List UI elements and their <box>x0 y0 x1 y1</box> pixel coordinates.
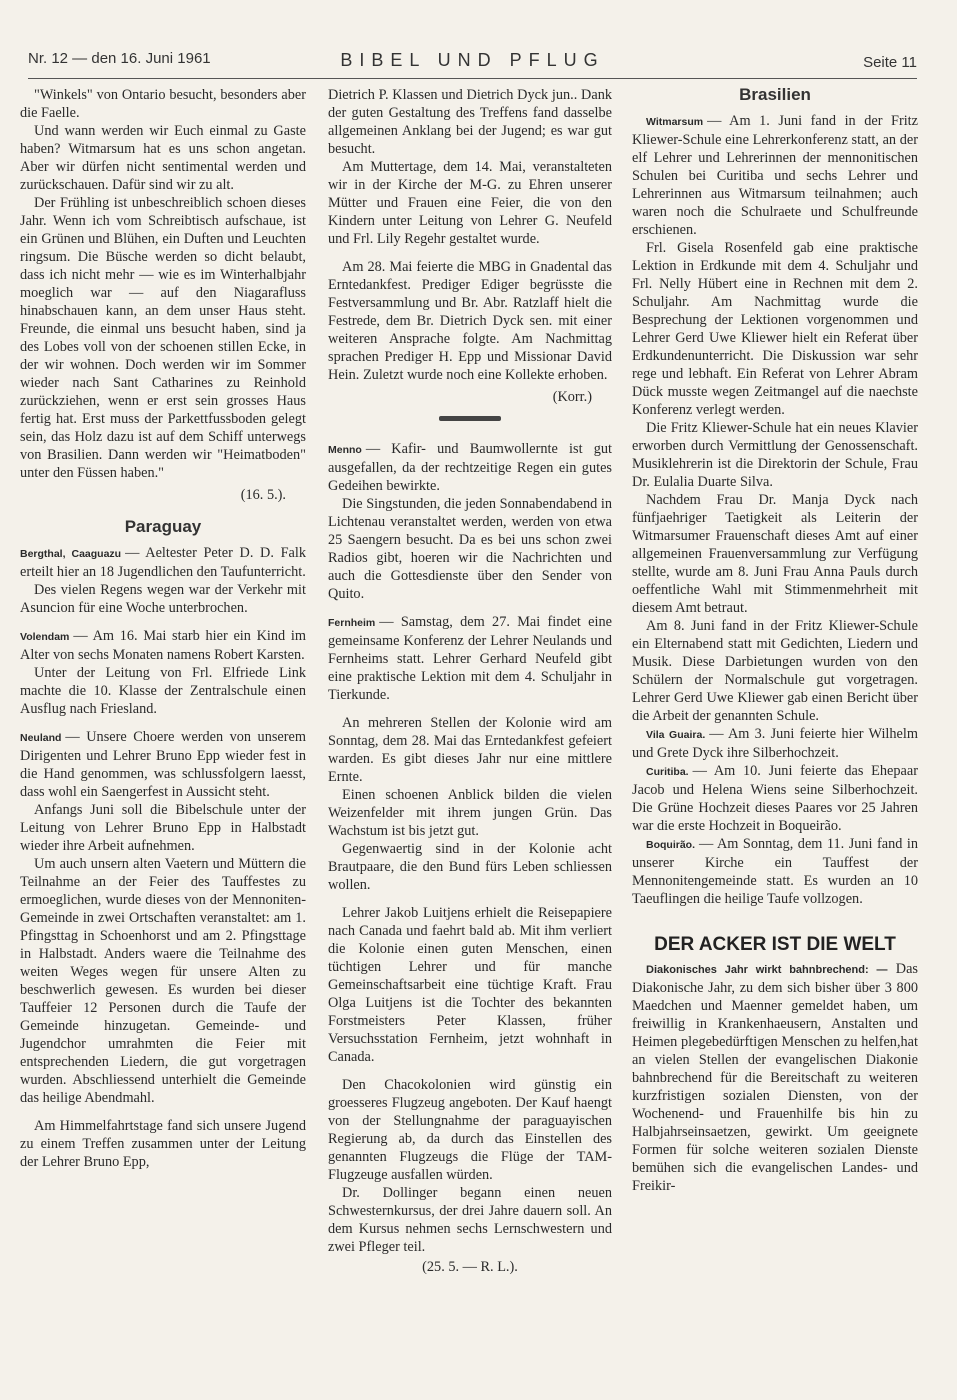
header-rule <box>28 78 917 79</box>
page-number: Seite 11 <box>863 54 917 71</box>
column-3 <box>632 86 918 1195</box>
article-paragraph: Die Fritz Kliewer-Schule hat ein neues Klavier erworben durch Vermittlung der Genossenschaft. Musiklehrerin ist die Direktorin der Schule, Frau Dr. Eulalia Duarte Silva. <box>632 420 918 490</box>
section-heading-acker: DER ACKER IST DIE WELT <box>654 934 896 955</box>
news-text: — Aeltester Peter D. D. Falk erteilt hier an 18 Jugendlichen den Taufunterricht. <box>20 545 306 580</box>
article-paragraph: Anfangs Juni soll die Bibelschule unter der Leitung von Lehrer Bruno Epp in Halbstadt wieder ihre Arbeit aufnehmen. <box>20 802 306 854</box>
place-label: Witmarsum <box>646 116 704 128</box>
article-paragraph: An mehreren Stellen der Kolonie wird am Sonntag, dem 28. Mai das Erntedankfest gefeiert warden. Es gibt dieses Jahr nur eine mittlere Ernte. <box>328 715 612 785</box>
article-paragraph: Unter der Leitung von Frl. Elfriede Link machte die 10. Klasse der Zentralschule einen Ausflug nach Friesland. <box>20 665 306 717</box>
article-paragraph: Dr. Dollinger begann einen neuen Schwesternkursus, der drei Jahre dauern soll. An dem Kursus nehmen sechs Lernschwestern und zwei Pfleger teil. <box>328 1185 612 1255</box>
news-item <box>632 112 918 239</box>
section-heading-brasilien: Brasilien <box>739 85 811 104</box>
news-item <box>328 440 612 495</box>
place-label: Menno <box>328 444 362 456</box>
article-paragraph: Am 28. Mai feierte die MBG in Gnadental das Erntedankfest. Prediger Ediger begrüsste die Festversammlung und Br. Abr. Ratzlaff hielt die Festrede, dem Br. Dietrich Dyck sen. mit einer weiteren Ansprache folgte. Am Nachmittag sprachen Prediger H. Epp und Missionar David Hein. Zuletzt wurde noch eine Kollekte erhoben. <box>328 259 612 383</box>
article-paragraph: Den Chacokolonien wird günstig ein groesseres Flugzeug angeboten. Der Kauf haengt von der Stellungnahme der paraguayischen Regierung ab, da durch das Einstellen des genannten Flugzeugs die Flüge der TAM-Flugzeuge ausfallen würden. <box>328 1077 612 1183</box>
article-signature: (Korr.) <box>552 389 592 405</box>
news-item <box>632 725 918 762</box>
news-item <box>20 627 306 664</box>
news-text: — Kafir- und Baumwollernte ist gut ausgefallen, da der rechtzeitige Regen ein gutes Gedeihen bewirkte. <box>328 441 612 494</box>
article-paragraph: Und wann werden wir Euch einmal zu Gaste haben? Witmarsum hat es uns schon angetan. Aber wir dürfen nicht sentimental werden und zurückschauen. Dafür sind wir zu alt. <box>20 123 306 193</box>
article-paragraph: Am Himmelfahrtstage fand sich unsere Jugend zu einem Treffen zusammen unter der Leitung der Lehrer Bruno Epp, <box>20 1118 306 1170</box>
news-item <box>632 960 918 1195</box>
column-1 <box>20 86 306 1171</box>
news-text: — Am 1. Juni fand in der Fritz Kliewer-Schule eine Lehrerkonferenz statt, an der elf Lehrer und Lehrerinnen der mennonitischen Schulen bei Curitiba und sechs Lehrer und Lehrerinnen aus Witmarsum teilnahmen; auch waren noch die Schulraete und Schulfreunde erschienen. <box>632 113 918 238</box>
article-paragraph: Am Muttertage, dem 14. Mai, veranstalteten wir in der Kirche der M-G. zu Ehren unserer Mütter und Frauen eine Feier, die von den Kindern unter Leitung von Lehrer G. Neufeld und Frl. Lily Regehr gestaltet wurde. <box>328 159 612 247</box>
article-paragraph: Um auch unsern alten Vaetern und Müttern die Teilnahme an der Feier des Tauffestes zu ermoeglichen, wurde dieses von der Mennoniten-Gemeinde in zwei Ortschaften veranstaltet: am 1. Pfingsttag in Schoenhorst und am 2. Pfingsttage in Halbstadt. Anders waere die Teilnahme des weiten Weges wegen für unsere Alten zu beschwerlich gewesen. Es wurden bei dieser Tauffeier 12 Personen durch die Taufe der Gemeinde hinzugetan. Gemeinde- und Jugendchor umrahmten die Feier mit entsprechenden Liedern, die gut vorgetragen wurden. Abschliessend unterhielt die Gemeinde das heilige Abendmahl. <box>20 856 306 1106</box>
place-label: Vila Guaira. <box>646 729 706 741</box>
place-label: Neuland <box>20 732 62 744</box>
news-text: — Am 3. Juni feierte hier Wilhelm und Grete Dyck ihre Silberhochzeit. <box>632 726 918 761</box>
article-signature: (16. 5.). <box>240 487 286 503</box>
article-paragraph: Einen schoenen Anblick bilden die vielen Weizenfelder mit ihrem jungen Grün. Das Wachstum ist bis jetzt gut. <box>328 787 612 839</box>
news-item <box>632 762 918 835</box>
lead-title: Diakonisches Jahr wirkt bahnbrechend: — <box>646 964 888 976</box>
news-text: Das Diakonische Jahr, zu dem sich bisher über 3 800 Maedchen und Maenner gemeldet haben, um freiwillig in Krankenhaeusern, Anstalten und Heimen plegebedürftigen Menschen zu helfen,hat an vielen Stellen der evangelischen Diakonie bahnbrechend für die Bereitschaft zu weiteren kurzfristigen sozialen Diensten, von der Wochenend- und Frauenhilfe bis hin zu Halbjahrseinsaetzen, gewirkt. Um geeignete Formen für solche weiteren sozialen Dienste bemühen sich die evangelischen Landes- und Freikir- <box>632 961 918 1194</box>
masthead-title: BIBEL UND PFLUG <box>340 50 605 70</box>
news-text: — Am 16. Mai starb hier ein Kind im Alter von sechs Monaten namens Robert Karsten. <box>20 628 306 663</box>
article-paragraph: Die Singstunden, die jeden Sonnabendabend in Lichtenau veranstaltet werden, werden von etwa 25 Saengern besucht. Da es bei uns schon zwei Radios gibt, hoeren wir die Nachrichten und auch die Gottesdienste über den Sender von Quito. <box>328 496 613 602</box>
place-label: Bergthal, Caaguazu <box>20 548 122 560</box>
news-item <box>20 544 306 581</box>
article-paragraph: Lehrer Jakob Luitjens erhielt die Reisepapiere nach Canada und faehrt bald ab. Mit ihm verliert die Kolonie einen guten Menschen, einen tüchtigen Lehrer und für manche Gemeinschaftsarbeit eine tüchtige Kraft. Frau Olga Luitjens ist die Tochter des bekannten Forstmeisters Peter Klassen, früher Versuchsstation Fernheim, jetzt wohnhaft in Canada. <box>328 905 612 1065</box>
news-item <box>328 613 612 704</box>
article-paragraph: Dietrich P. Klassen und Dietrich Dyck jun.. Dank der guten Gestaltung des Treffens fand dasselbe allgemeinen Anklang bei der Jugend; es war gut besucht. <box>328 87 612 157</box>
place-label: Curitiba. <box>646 766 689 778</box>
article-paragraph: Des vielen Regens wegen war der Verkehr mit Asuncion für eine Woche unterbrochen. <box>20 582 306 616</box>
news-text: — Samstag, dem 27. Mai findet eine gemeinsame Konferenz der Lehrer Neulands und Fernheims statt. Lehrer Gerhard Neufeld gibt eine praktische Lektion mit dem 4. Schuljahr in Tierkunde. <box>328 614 612 703</box>
place-label: Volendam <box>20 631 70 643</box>
news-item <box>20 728 306 801</box>
article-paragraph: Der Frühling ist unbeschreiblich schoen dieses Jahr. Wenn ich vom Schreibtisch aufschaue, ist ein Grünen und Blühen, ein Duften und Leuchten ringsum. Die Büsche werden so dicht belaubt, dass ich nicht mehr — wie es im Winterhalbjahr moeglich war — auf den Niagarafluss hinabschauen kann, an dem unser Haus steht. Freunde, die einmal uns besucht haben, sind ja des Lobes voll von der schoenen stillen Ecke, in der wir wohnen. Doch werden wir im Sommer wieder nach Sant Catharines zu Reinhold zurückziehen, wenn er erst sein grosses Haus fertig hat. Erst muss der Parkettfussboden gelegt sein, das Holz dazu ist auf dem Schiff unterwegs von Brasilien. Dann werden wir "Heimatboden" unter den Füssen haben." <box>20 195 306 481</box>
article-paragraph: Frl. Gisela Rosenfeld gab eine praktische Lektion in Erdkunde mit dem 4. Schuljahr und Frl. Nelly Hübert eine in Rechnen mit dem 2. Schuljahr. Am Nachmittag wurde die Besprechung der Lektionen vorgenommen und Lehrer Gerd Uwe Kliewer hielt ein Referat über Erdkundenunterricht. Die Diskussion war sehr rege und lebhaft. Ein Referat von Lehrer Abram Dück musste wegen Zeitmangel auf die naechste Konferenz verlegt werden. <box>632 240 918 418</box>
issue-date: Nr. 12 — den 16. Juni 1961 <box>28 50 211 67</box>
news-text: — Am 10. Juni feierte das Ehepaar Jacob und Helena Wiens seine Silberhochzeit. Die Grüne Hochzeit dieses Paares vor 25 Jahren war die erste Hochzeit in Boqueirão. <box>632 763 918 834</box>
news-text: — Unsere Choere werden von unserem Dirigenten und Lehrer Bruno Epp wieder fest in die Hand genommen, was schlussfolgern laesst, dass wohl ein Saengerfest in Aussicht steht. <box>20 729 306 800</box>
news-text: — Am Sonntag, dem 11. Juni fand in unserer Kirche ein Tauffest der Mennonitengemeinde statt. Es wurden an 10 Taeuflingen die heilige Taufe vollzogen. <box>632 836 918 907</box>
section-heading-paraguay: Paraguay <box>124 517 202 536</box>
article-paragraph: Am 8. Juni fand in der Fritz Kliewer-Schule ein Elternabend statt mit Gedichten, Liedern und Musik. Diese Darbietungen wurden von den Schülern der Normalschule gut vorgetragen. Lehrer Gerd Uwe Kliewer gab einen Bericht über die Arbeit der genannten Schule. <box>632 618 918 724</box>
news-item <box>632 835 918 908</box>
place-label: Boquirão. <box>646 839 695 851</box>
article-paragraph: Gegenwaertig sind in der Kolonie acht Brautpaare, die den Bund fürs Leben schliessen wollen. <box>328 841 612 893</box>
divider-ornament <box>328 408 612 426</box>
article-paragraph: "Winkels" von Ontario besucht, besonders aber die Faelle. <box>20 87 306 121</box>
page-header <box>28 50 917 76</box>
article-paragraph: Nachdem Frau Dr. Manja Dyck nach fünfjaehriger Taetigkeit als Leiterin der Witmarsumer Frauenschaft dieses Amt auf einer allgemeinen Frauenversammlung zur Verfügung stellte, wurde am 8. Juni Frau Anna Pauls durch oeffentliche Wahl mit Stimmenmehrheit mit diesem Amt betraut. <box>632 492 918 616</box>
place-label: Fernheim <box>328 617 376 629</box>
article-signature: (25. 5. — R. L.). <box>422 1259 518 1275</box>
column-2 <box>328 86 612 1276</box>
